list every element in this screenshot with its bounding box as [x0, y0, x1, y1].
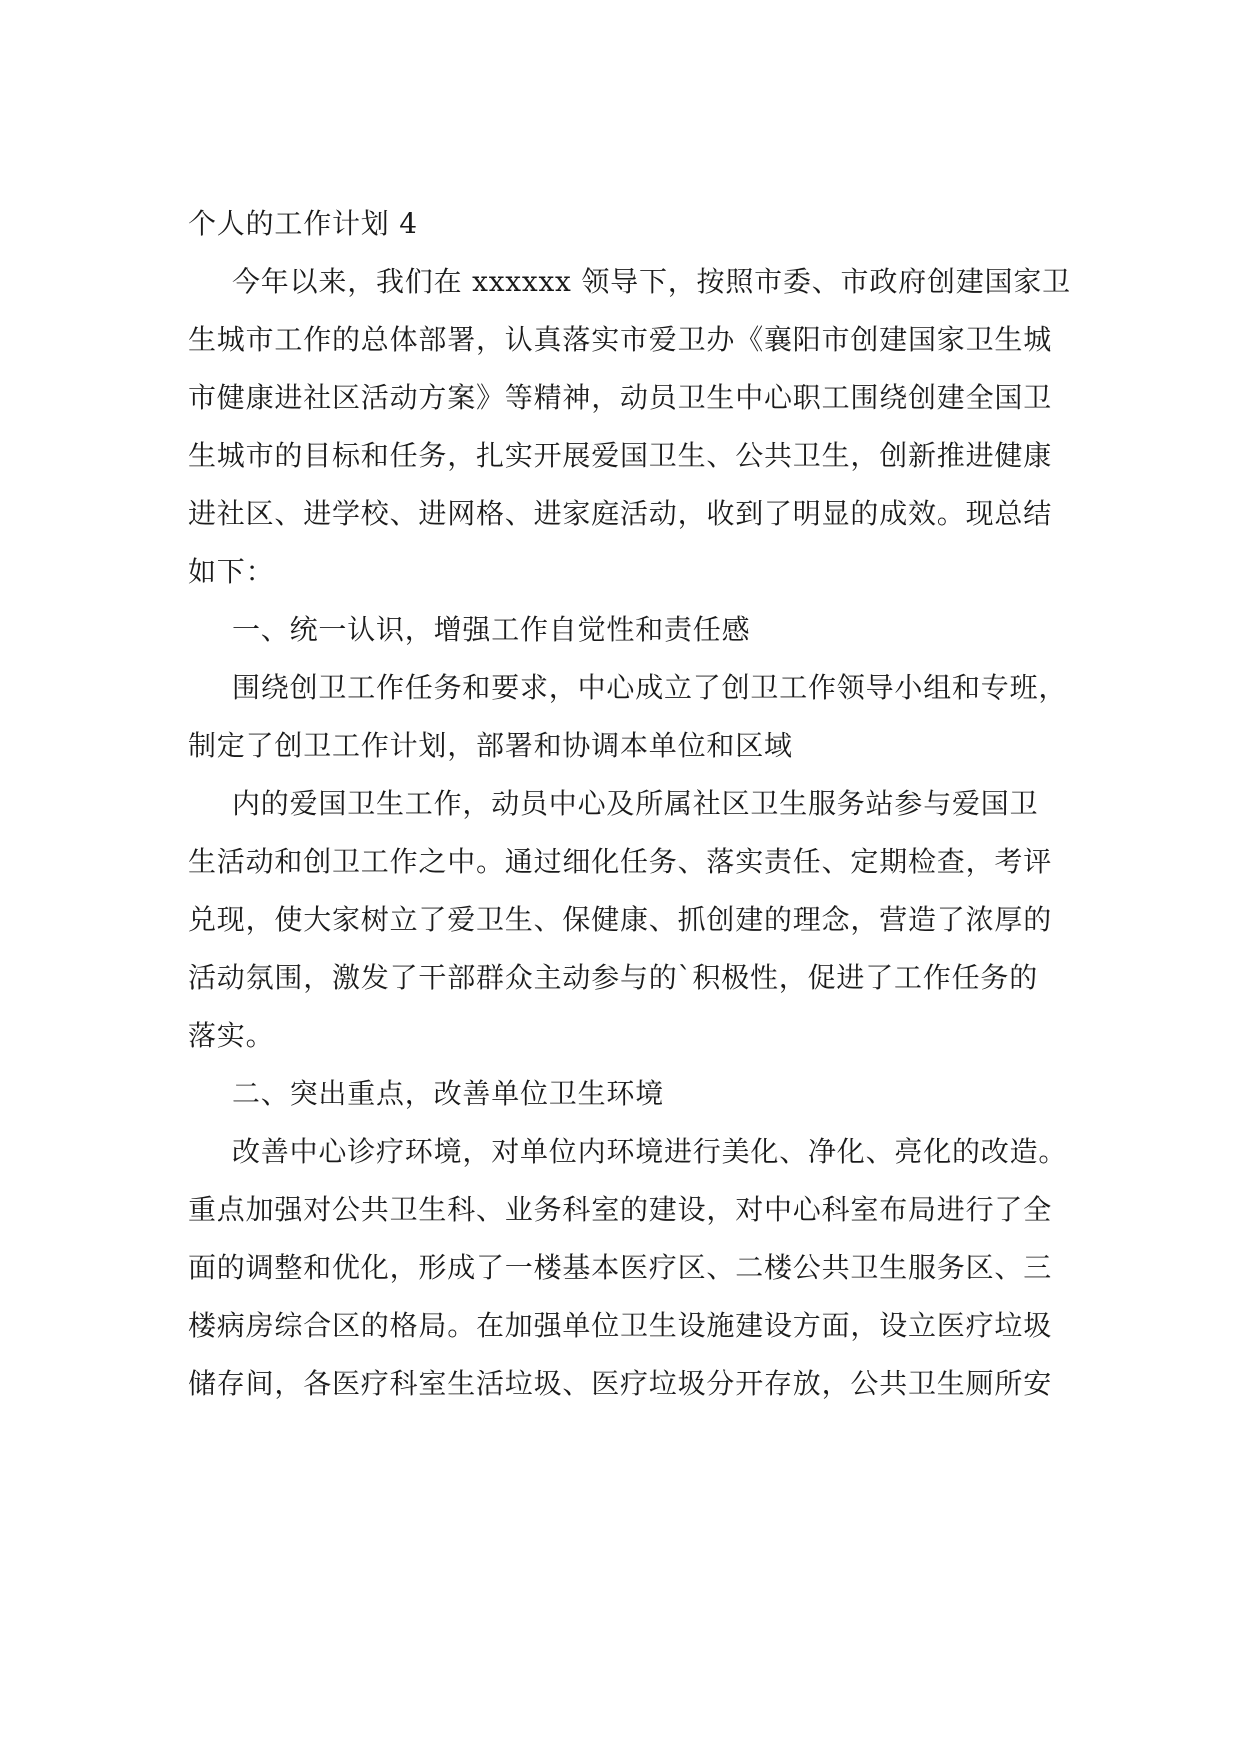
paragraph-line: 重点加强对公共卫生科、业务科室的建设，对中心科室布局进行了全 — [188, 1193, 1053, 1226]
paragraph-line: 制定了创卫工作计划，部署和协调本单位和区域 — [188, 729, 793, 762]
paragraph-line: 兑现，使大家树立了爱卫生、保健康、抓创建的理念，营造了浓厚的 — [188, 903, 1053, 936]
paragraph-line: 进社区、进学校、进网格、进家庭活动，收到了明显的成效。现总结 — [188, 497, 1053, 530]
paragraph-line: 楼病房综合区的格局。在加强单位卫生设施建设方面，设立医疗垃圾 — [188, 1309, 1053, 1342]
section-heading: 二、突出重点，改善单位卫生环境 — [232, 1077, 665, 1110]
paragraph-line: 生活动和创卫工作之中。通过细化任务、落实责任、定期检查，考评 — [188, 845, 1053, 878]
paragraph-line: 储存间，各医疗科室生活垃圾、医疗垃圾分开存放，公共卫生厕所安 — [188, 1367, 1053, 1400]
paragraph-line: 落实。 — [188, 1019, 275, 1052]
paragraph-line: 内的爱国卫生工作，动员中心及所属社区卫生服务站参与爱国卫 — [232, 787, 1039, 820]
paragraph-line: 如下： — [188, 555, 275, 588]
paragraph-line: 围绕创卫工作任务和要求，中心成立了创卫工作领导小组和专班， — [232, 671, 1068, 704]
paragraph-line: 改善中心诊疗环境，对单位内环境进行美化、净化、亮化的改造。 — [232, 1135, 1068, 1168]
paragraph-line: 活动氛围，激发了干部群众主动参与的`积极性，促进了工作任务的 — [188, 961, 1039, 994]
document-title: 个人的工作计划 4 — [188, 207, 418, 240]
paragraph-line: 今年以来，我们在 xxxxxx 领导下，按照市委、市政府创建国家卫 — [232, 265, 1071, 298]
paragraph-line: 生城市工作的总体部署，认真落实市爱卫办《襄阳市创建国家卫生城 — [188, 323, 1053, 356]
paragraph-line: 生城市的目标和任务，扎实开展爱国卫生、公共卫生，创新推进健康 — [188, 439, 1053, 472]
paragraph-line: 市健康进社区活动方案》等精神，动员卫生中心职工围绕创建全国卫 — [188, 381, 1053, 414]
paragraph-line: 面的调整和优化，形成了一楼基本医疗区、二楼公共卫生服务区、三 — [188, 1251, 1053, 1284]
section-heading: 一、统一认识，增强工作自觉性和责任感 — [232, 613, 751, 646]
